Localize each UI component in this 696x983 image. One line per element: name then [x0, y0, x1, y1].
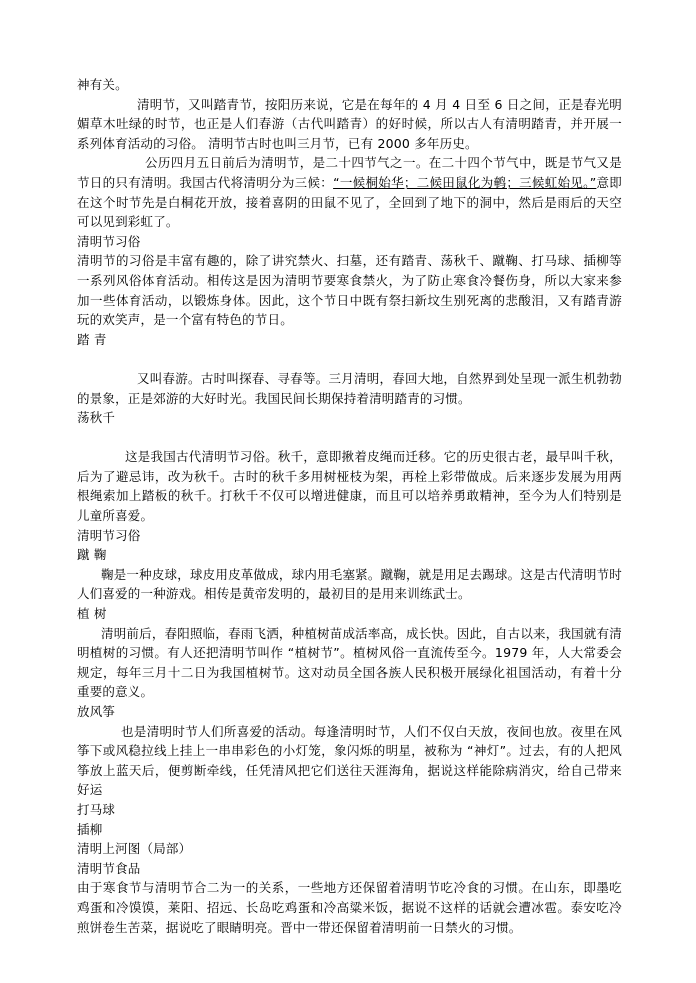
heading-customs-repeat: 清明节习俗 — [77, 527, 141, 543]
heading-customs: 清明节习俗 — [77, 233, 141, 249]
solar-term-text-b: 意即在这个时节先是白桐花开放，接着喜阴的田鼠不见了，全回到了地下的洞中，然后是雨后的天空可以见到彩虹了。 — [77, 174, 622, 230]
solar-term-text-a: 公历四月五日前后为清明节，是二十四节气之一。在二十四个节气中，既是节气又是节日的只有清明。我国古代将清明分为三候： — [77, 155, 622, 190]
heading-cuju: 蹴 鞠 — [77, 547, 107, 563]
heading-chaliu: 插柳 — [77, 821, 103, 837]
paragraph-qingming-intro: 清明节，又叫踏青节，按阳历来说，它是在每年的 4 月 4 日至 6 日之间，正是春光明媚草木吐绿的时节，也正是人们春游（古代叫踏青）的好时候，所以古人有清明踏青，并开展一系列体育活动的习俗。 清明节古时也叫三月节，已有 2000 多年历史。 — [77, 96, 622, 151]
heading-food: 清明节食品 — [77, 860, 141, 876]
paragraph-fengzheng: 也是清明时节人们所喜爱的活动。每逢清明时节，人们不仅白天放，夜间也放。夜里在风筝下或风稳拉线上挂上一串串彩色的小灯笼，象闪烁的明星，被称为 “神灯”。过去，有的人把风筝放上蓝天后，便剪断牵线，任凭清风把它们送往天涯海角，据说这样能除病消灾，给自己带来好运 — [77, 723, 622, 798]
paragraph-food: 由于寒食节与清明节合二为一的关系，一些地方还保留着清明节吃冷食的习惯。在山东，即墨吃鸡蛋和冷馍馍，莱阳、招远、长岛吃鸡蛋和冷高粱米饭，据说不这样的话就会遭冰雹。泰安吃冷煎饼卷生苦菜，据说吃了眼睛明亮。晋中一带还保留着清明前一日禁火的习惯。 — [77, 880, 622, 935]
paragraph-solar-term — [77, 153, 622, 231]
continuation-line: 神有关。 — [77, 77, 128, 92]
three-phases-quote: “一候桐始华；二候田鼠化为鹌；三候虹始见。” — [333, 174, 597, 190]
heading-qiuqian: 荡秋千 — [77, 410, 116, 426]
heading-painting: 清明上河图（局部） — [77, 841, 192, 857]
paragraph-zhishu: 清明前后，春阳照临，春雨飞洒，种植树苗成活率高，成长快。因此，自古以来，我国就有清明植树的习惯。有人还把清明节叫作 “植树节”。植树风俗一直流传至今。1979 年，人大常委会规定，每年三月十二日为我国植树节。这对动员全国各族人民积极开展绿化祖国活动，有着十分重要的意义。 — [77, 625, 622, 700]
heading-dama: 打马球 — [77, 801, 116, 817]
blank-line — [77, 428, 622, 448]
heading-taqing: 踏 青 — [77, 331, 107, 347]
blank-line — [77, 349, 622, 369]
paragraph-cuju: 鞠是一种皮球，球皮用皮革做成，球内用毛塞紧。蹴鞠，就是用足去踢球。这是古代清明节时人们喜爱的一种游戏。相传是黄帝发明的，最初目的是用来训练武士。 — [77, 566, 622, 602]
paragraph-taqing: 又叫春游。古时叫探春、寻春等。三月清明，春回大地，自然界到处呈现一派生机勃勃的景象，正是郊游的大好时光。我国民间长期保持着清明踏青的习惯。 — [77, 370, 622, 406]
document-body — [77, 75, 622, 937]
paragraph-customs: 清明节的习俗是丰富有趣的，除了讲究禁火、扫墓，还有踏青、荡秋千、蹴鞠、打马球、插柳等一系列风俗体育活动。相传这是因为清明节要寒食禁火，为了防止寒食冷餐伤身，所以大家来参加一些体育活动，以锻炼身体。因此，这个节日中既有祭扫新坟生别死离的悲酸泪，又有踏青游玩的欢笑声，是一个富有特色的节日。 — [77, 253, 622, 328]
heading-zhishu: 植 树 — [77, 606, 107, 622]
heading-fengzheng: 放风筝 — [77, 704, 116, 719]
paragraph-qiuqian: 这是我国古代清明节习俗。秋千，意即揪着皮绳而迁移。它的历史很古老，最早叫千秋，后为了避忌讳，改为秋千。古时的秋千多用树桠枝为架，再栓上彩带做成。后来逐步发展为用两根绳索加上踏板的秋千。打秋千不仅可以增进健康，而且可以培养勇敢精神，至今为人们特别是儿童所喜爱。 — [77, 449, 622, 524]
